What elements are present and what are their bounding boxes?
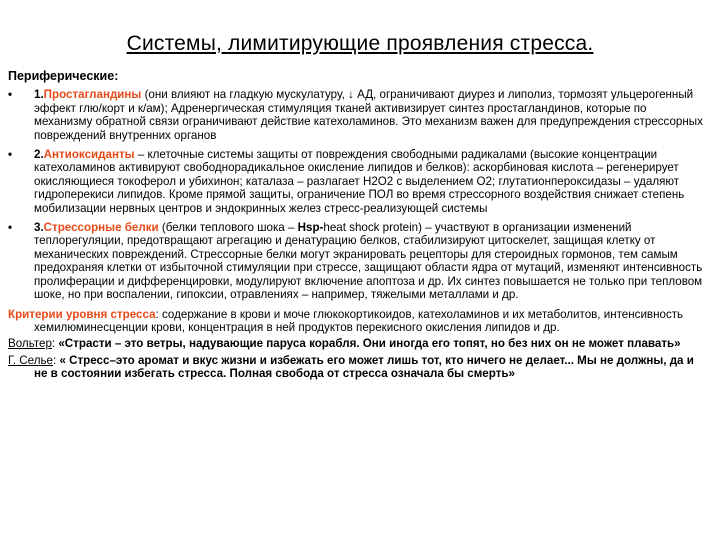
bullet-term: Антиоксиданты [43,148,135,162]
bullet-text: heat shock protein) – участвуют в организации изменений теплорегуляции, предотвращают агрегацию и денатурацию белков, стабилизируют цитоскелет, защищая клетку от механических повреждений. Стрессорные белки могут экранировать рецепторы для стероидных гормонов, тем самым предохраняя клетки от избыточной стимуляции при стрессе, защищают области ядра от мутаций, изменяют интенсивность пролиферации и дифференцировки, модулируют включение апоптоза и др. Их синтез повышается не только при тепловом шоке, но при воспалении, гипоксии, отравлениях – например, тяжелыми металлами и др. [34,221,703,302]
bullet-number: 2. [34,148,44,162]
bullet-highlight: Hsp- [297,221,324,235]
subheading [8,70,708,83]
bullet-text-before: (белки теплового шока – [158,221,298,235]
bullet-number: 3. [34,221,44,235]
bullet-marker: • [8,221,13,235]
quote-text: «Страсти – это ветры, надувающие паруса корабля. Они иногда его топят, но без них он не может плавать» [58,337,681,351]
quote-author: Вольтер [8,337,52,351]
subheading-text: Периферические: [8,69,119,83]
bullet-term: Простагландины [43,88,142,102]
quote-voltaire [8,337,708,350]
bullet-prostaglandins [8,88,708,142]
quote-author: Г. Селье [8,353,53,367]
bullet-marker: • [8,148,13,162]
bullet-antioxidants [8,148,708,215]
bullet-stress-proteins [8,221,708,301]
bullet-number: 1. [34,88,44,102]
slide-title: Системы, лимитирующие проявления стресса. [126,32,594,55]
criteria-paragraph [8,308,708,335]
bullet-term: Стрессорные белки [43,221,159,235]
criteria-text: : содержание в крови и моче глюкокортикоидов, катехоламинов и их метаболитов, интенсивность хемилюминесценции крови, концентрация в ней продуктов перекисного окисления липидов и др. [34,307,684,334]
bullet-text: (они влияют на гладкую мускулатуру, ↓ АД, ограничивают диурез и липолиз, тормозят ульцерогенный эффект глю/корт и к/ам); Адренергическая стимуляция тканей активизирует синтез простагландинов, которые по механизму обратной связи ограничивают действие катехоламинов. Это механизм важен для предупреждения стрессорных повреждений внутренних органов [34,88,703,142]
slide-content [8,70,708,384]
quote-selye [8,354,708,381]
quote-text: « Стресс–это аромат и вкус жизни и избежать его может лишь тот, кто ничего не делает... Мы не должны, да и не в состоянии избегать стресса. Полная свобода от стресса означала бы смерть» [34,353,694,381]
bullet-marker: • [8,88,13,102]
bullet-text: – клеточные системы защиты от повреждения свободными радикалами (высокие концентрации катехоламинов активируют свободнорадикальное окисление липидов и белков): аскорбиновая кислота – регенерирует окисляющиеся токоферол и убихинон; каталаза – разлагает H2O2 с выделением O2; глутатионпероксидазы – удаляют гидроперекиси липидов. Кроме прямой защиты, ограничение ПОЛ во время стрессорного воздействия снижает степень мобилизации нервных центров и эндокринных желез стресс-реализующей системы [34,148,685,215]
quote-separator: : [53,353,60,367]
criteria-term: Критерии уровня стресса [8,307,156,321]
quote-separator: : [51,337,59,351]
